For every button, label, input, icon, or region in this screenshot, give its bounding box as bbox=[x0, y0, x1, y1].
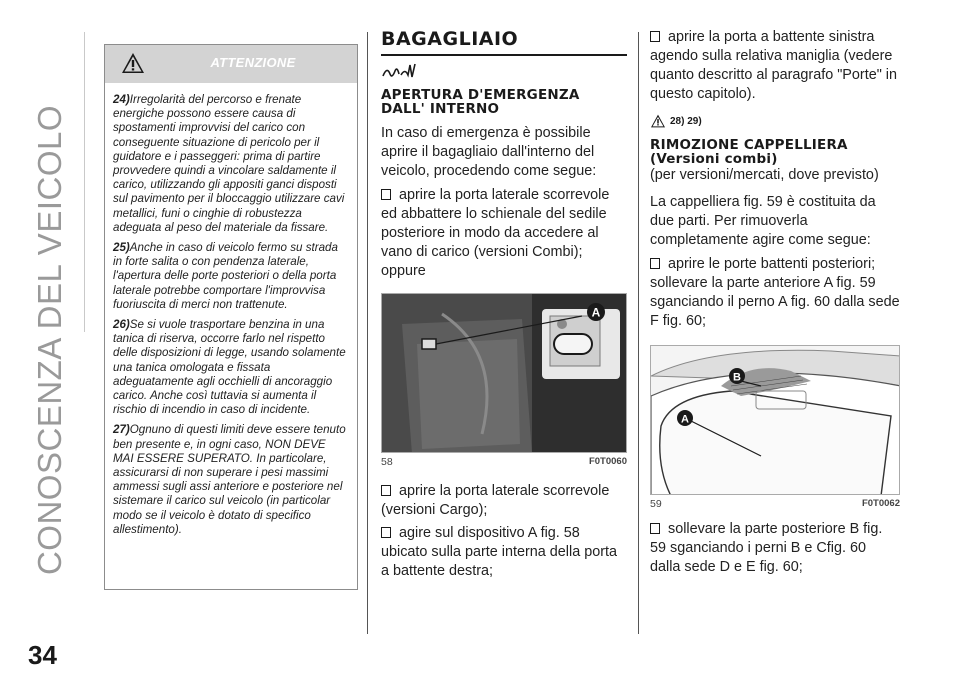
checkbox-bullet-icon bbox=[381, 527, 391, 538]
list-item: sollevare la parte posteriore B fig. 59 sganciando i perni B e Cfig. 60 dalla sede D e E fig. 60; bbox=[650, 521, 883, 575]
warning-box bbox=[104, 44, 358, 590]
warning-header bbox=[105, 45, 357, 83]
oppure-text: oppure bbox=[381, 263, 426, 279]
warning-title: ATTENZIONE bbox=[210, 55, 296, 70]
callout-a: A bbox=[591, 305, 601, 320]
checkbox-bullet-icon bbox=[381, 189, 391, 200]
subheading: RIMOZIONE CAPPELLIERA (Versioni combi) bbox=[650, 137, 848, 167]
warning-triangle-icon bbox=[121, 51, 145, 75]
figure-code: F0T0062 bbox=[861, 498, 900, 509]
section-heading: BAGAGLIAIO bbox=[381, 28, 627, 56]
list-item: aprire la porta laterale scorrevole (versioni Cargo); bbox=[381, 483, 610, 518]
subheading: APERTURA D'EMERGENZA DALL' INTERNO bbox=[381, 87, 580, 117]
list-item: aprire le porte battenti posteriori; sollevare la parte anteriore A fig. 59 sganciando il perno A fig. 60 dalla sede F fig. 60; bbox=[650, 256, 900, 329]
warning-item: 27)Ognuno di questi limiti deve essere tenuto ben presente e, in ogni caso, NON DEVE MAI ESSERE SUPERATO. In particolare, assicurarsi di non superare i pesi massimi ammessi sugli assi anteriore e posteriore nel sistemare il carico sul veicolo (in particolar modo se il veicolo è dotato di specifico allestimento). bbox=[113, 423, 346, 536]
list-item: aprire la porta a battente sinistra agendo sulla relativa maniglia (vedere quanto descritto al paragrafo "Porte" in questo capitolo). bbox=[650, 29, 898, 102]
door-photo bbox=[382, 294, 627, 453]
warning-body bbox=[105, 83, 357, 537]
figure-caption bbox=[650, 498, 900, 510]
intro-paragraph: La cappelliera fig. 59 è costituita da due parti. Per rimuoverla completamente agire come segue: bbox=[650, 194, 876, 248]
list-item: agire sul dispositivo A fig. 58 ubicato sulla parte interna della porta a battente destra; bbox=[381, 525, 617, 579]
right-column bbox=[650, 28, 900, 577]
warning-item: 24)Irregolarità del percorso e frenate energiche possono essere causa di spostamenti improvvisi del carico con conseguente situazione di pericolo per il guidatore e i passeggeri: prima di partire provvedere quindi a vincolare saldamente il carico, utilizzando gli appositi ganci disposti sul pavimento per il bloccaggio utilizzare cavi metallici, funi o cinghie di robustezza adeguata al peso del materiale da fissare. bbox=[113, 93, 345, 234]
figure-58 bbox=[381, 293, 627, 453]
callout-b: B bbox=[733, 371, 741, 384]
page-number: 34 bbox=[28, 640, 57, 670]
column-divider-2 bbox=[638, 32, 639, 634]
checkbox-bullet-icon bbox=[650, 31, 660, 42]
warning-item: 25)Anche in caso di veicolo fermo su strada in forte salita o con pendenza laterale, l'apertura delle porte posteriori o della porta laterale potrebbe comportare l'improvvisa fuoriuscita di merci non trattenute. bbox=[113, 241, 338, 311]
checkbox-bullet-icon bbox=[381, 485, 391, 496]
middle-column bbox=[381, 28, 627, 581]
warning-reference: 28) 29) bbox=[650, 114, 900, 128]
handwriting-icon bbox=[381, 62, 421, 82]
figure-caption bbox=[381, 456, 627, 468]
checkbox-bullet-icon bbox=[650, 258, 660, 269]
figure-number: 58 bbox=[381, 456, 393, 468]
warning-item: 26)Se si vuole trasportare benzina in una tanica di riserva, occorre farlo nel rispetto delle disposizioni di legge, usando solamente una tanica omologata e fissata adeguatamente agli occhielli di ancoraggio carico. Anche così tuttavia si aumenta il rischio di incendio in caso di incidente. bbox=[113, 318, 346, 417]
warning-triangle-icon bbox=[650, 114, 666, 128]
parcel-shelf-drawing bbox=[651, 346, 900, 495]
column-divider-1 bbox=[367, 32, 368, 634]
figure-number: 59 bbox=[650, 498, 662, 510]
callout-a: A bbox=[681, 413, 689, 426]
note-text: (per versioni/mercati, dove previsto) bbox=[650, 167, 879, 183]
section-title-vertical: CONOSCENZA DEL VEICOLO bbox=[31, 104, 68, 576]
figure-59 bbox=[650, 345, 900, 495]
figure-code: F0T0060 bbox=[588, 456, 627, 467]
list-item: aprire la porta laterale scorrevole ed abbattere lo schienale del sedile posteriore in modo da accedere al vano di carico (versioni Combi); bbox=[381, 187, 610, 260]
intro-paragraph: In caso di emergenza è possibile aprire il bagagliaio dall'interno del veicolo, procedendo come segue: bbox=[381, 125, 597, 179]
side-divider bbox=[84, 32, 85, 332]
checkbox-bullet-icon bbox=[650, 523, 660, 534]
